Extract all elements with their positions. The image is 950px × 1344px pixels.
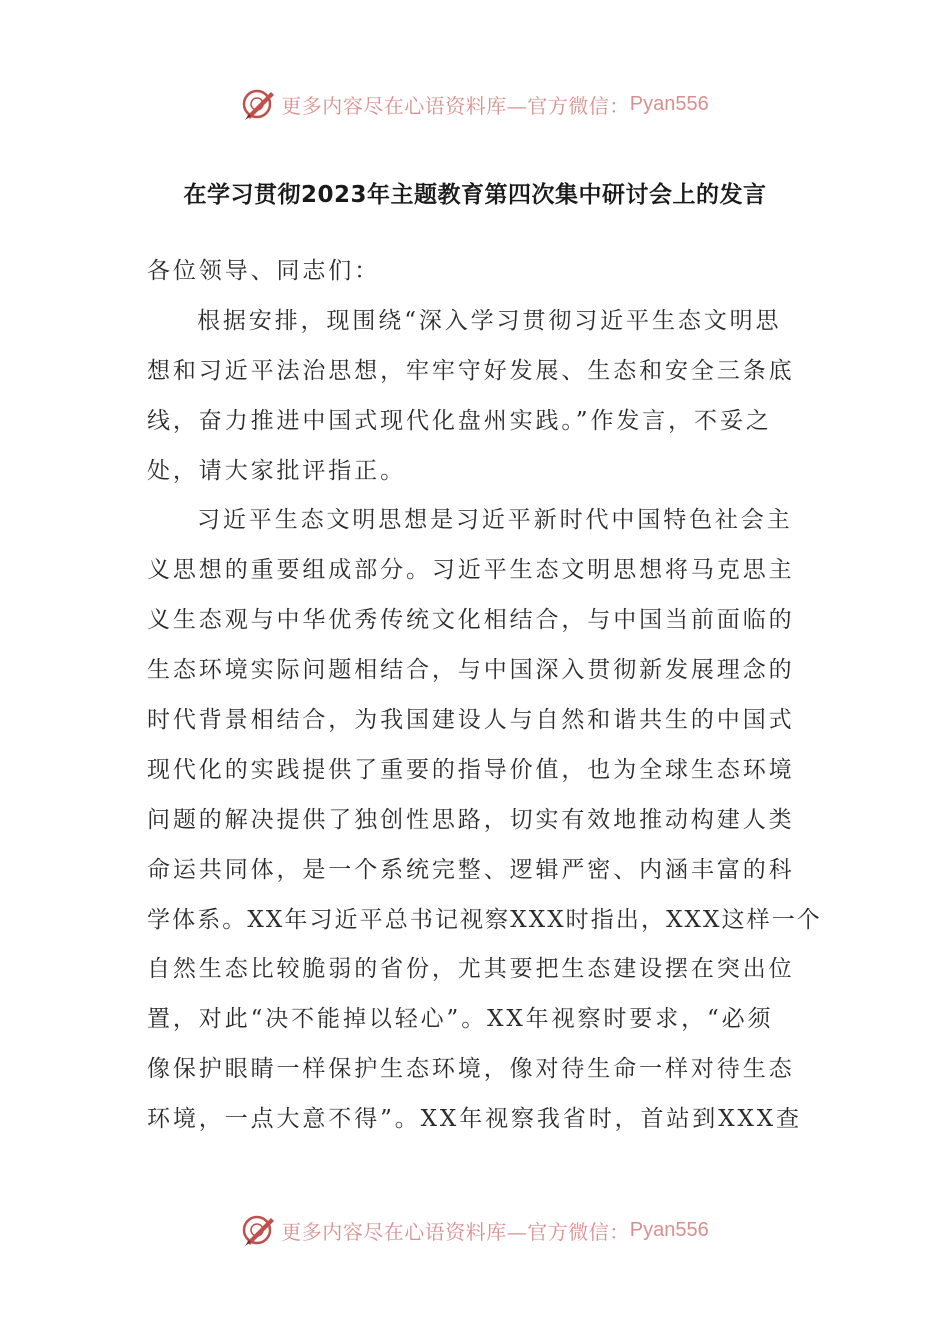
body-line: 自然生态比较脆弱的省份，尤其要把生态建设摆在突出位 [147, 956, 795, 983]
body-line: 处，请大家批评指正。 [147, 457, 406, 484]
body-line: 像保护眼睛一样保护生态环境，像对待生命一样对待生态 [147, 1056, 795, 1083]
body-line: 命运共同体，是一个系统完整、逻辑严密、内涵丰富的科 [147, 856, 795, 883]
body-line: 学体系。XX年习近平总书记视察XXX时指出，XXX这样一个 [147, 906, 822, 933]
body-line: 线，奋力推进中国式现代化盘州实践。”作发言，不妥之 [147, 407, 772, 434]
document-title: 在学习贯彻2023年主题教育第四次集中研讨会上的发言 [183, 182, 767, 208]
body-line: 生态环境实际问题相结合，与中国深入贯彻新发展理念的 [147, 657, 795, 684]
body-line: 义生态观与中华优秀传统文化相结合，与中国当前面临的 [147, 607, 795, 634]
body-line: 根据安排，现围绕“深入学习贯彻习近平生态文明思 [197, 307, 782, 334]
body-line: 时代背景相结合，为我国建设人与自然和谐共生的中国式 [147, 707, 795, 734]
body-line: 问题的解决提供了独创性思路，切实有效地推动构建人类 [147, 806, 795, 833]
document-body [147, 247, 822, 1145]
brush-logo-icon [241, 1212, 277, 1248]
salutation: 各位领导、同志们： [147, 258, 381, 284]
header-watermark [0, 82, 950, 126]
body-line: 习近平生态文明思想是习近平新时代中国特色社会主 [197, 507, 793, 534]
footer-watermark [0, 1208, 950, 1252]
body-line: 想和习近平法治思想，牢牢守好发展、生态和安全三条底 [147, 357, 795, 384]
watermark-wechat-id: Pyan556 [629, 1218, 709, 1241]
brush-logo-icon [241, 86, 277, 122]
watermark-text: 更多内容尽在心语资料库—官方微信： [281, 1219, 630, 1244]
body-line: 置，对此“决不能掉以轻心”。XX年视察时要求，“必须 [147, 1006, 774, 1033]
watermark-text: 更多内容尽在心语资料库—官方微信： [281, 93, 630, 118]
body-line: 现代化的实践提供了重要的指导价值，也为全球生态环境 [147, 756, 795, 783]
body-line: 义思想的重要组成部分。习近平生态文明思想将马克思主 [147, 557, 795, 584]
body-line: 环境，一点大意不得”。XX年视察我省时，首站到XXX查 [147, 1106, 802, 1133]
watermark-wechat-id: Pyan556 [629, 92, 709, 115]
